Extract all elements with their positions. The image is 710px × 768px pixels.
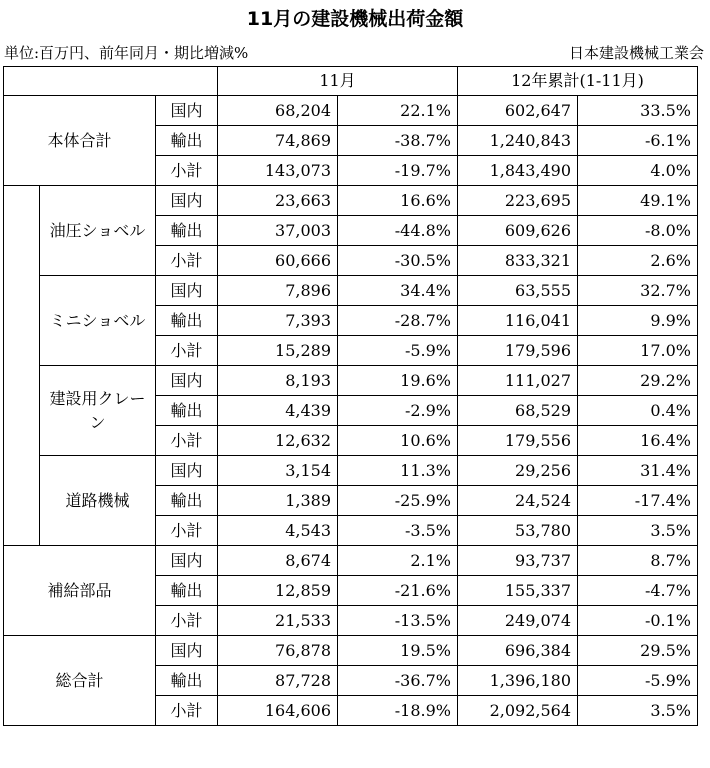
row-label: 輸出 (156, 666, 218, 696)
table-row (4, 456, 698, 486)
month-value: 143,073 (218, 156, 338, 186)
month-value: 8,193 (218, 366, 338, 396)
header-month: 11月 (218, 67, 458, 96)
ytd-value: 93,737 (458, 546, 578, 576)
ytd-change: 32.7% (578, 276, 698, 306)
table-body (4, 67, 698, 726)
row-label: 小計 (156, 696, 218, 726)
ytd-value: 1,240,843 (458, 126, 578, 156)
month-change: -19.7% (338, 156, 458, 186)
ytd-change: 29.5% (578, 636, 698, 666)
ytd-change: 9.9% (578, 306, 698, 336)
group-label: 総合計 (4, 636, 156, 726)
row-label: 国内 (156, 546, 218, 576)
month-value: 4,439 (218, 396, 338, 426)
group-label: 建設用クレーン (40, 366, 156, 456)
ytd-value: 249,074 (458, 606, 578, 636)
group-label: 本体合計 (4, 96, 156, 186)
ytd-value: 602,647 (458, 96, 578, 126)
month-value: 164,606 (218, 696, 338, 726)
indent-spacer (4, 276, 40, 366)
indent-spacer (4, 186, 40, 276)
ytd-change: 33.5% (578, 96, 698, 126)
month-value: 7,393 (218, 306, 338, 336)
month-change: -5.9% (338, 336, 458, 366)
month-value: 21,533 (218, 606, 338, 636)
month-value: 8,674 (218, 546, 338, 576)
row-label: 輸出 (156, 396, 218, 426)
ytd-change: 0.4% (578, 396, 698, 426)
table-row (4, 96, 698, 126)
ytd-change: 4.0% (578, 156, 698, 186)
ytd-value: 1,843,490 (458, 156, 578, 186)
ytd-change: 29.2% (578, 366, 698, 396)
month-change: -38.7% (338, 126, 458, 156)
ytd-value: 179,596 (458, 336, 578, 366)
row-label: 小計 (156, 606, 218, 636)
month-change: -18.9% (338, 696, 458, 726)
ytd-value: 1,396,180 (458, 666, 578, 696)
month-value: 76,878 (218, 636, 338, 666)
ytd-change: 3.5% (578, 516, 698, 546)
ytd-change: 17.0% (578, 336, 698, 366)
page-title: 11月の建設機械出荷金額 (246, 8, 464, 30)
row-label: 小計 (156, 156, 218, 186)
ytd-value: 68,529 (458, 396, 578, 426)
month-change: -44.8% (338, 216, 458, 246)
ytd-value: 63,555 (458, 276, 578, 306)
source-label: 日本建設機械工業会 (568, 44, 704, 62)
month-change: -28.7% (338, 306, 458, 336)
ytd-value: 833,321 (458, 246, 578, 276)
table-row (4, 636, 698, 666)
ytd-value: 116,041 (458, 306, 578, 336)
month-value: 4,543 (218, 516, 338, 546)
table-row (4, 276, 698, 306)
unit-note: 単位:百万円、前年同月・期比増減% (4, 44, 249, 62)
month-value: 23,663 (218, 186, 338, 216)
ytd-change: -4.7% (578, 576, 698, 606)
table-row (4, 366, 698, 396)
row-label: 国内 (156, 366, 218, 396)
month-change: 22.1% (338, 96, 458, 126)
table-row (4, 186, 698, 216)
month-change: -2.9% (338, 396, 458, 426)
row-label: 国内 (156, 186, 218, 216)
row-label: 輸出 (156, 216, 218, 246)
ytd-change: 3.5% (578, 696, 698, 726)
ytd-value: 696,384 (458, 636, 578, 666)
ytd-change: -17.4% (578, 486, 698, 516)
month-change: -13.5% (338, 606, 458, 636)
month-value: 12,632 (218, 426, 338, 456)
month-change: -21.6% (338, 576, 458, 606)
ytd-value: 223,695 (458, 186, 578, 216)
month-value: 15,289 (218, 336, 338, 366)
row-label: 小計 (156, 516, 218, 546)
group-label: ミニショベル (40, 276, 156, 366)
month-change: 19.5% (338, 636, 458, 666)
month-change: 16.6% (338, 186, 458, 216)
ytd-change: 8.7% (578, 546, 698, 576)
month-value: 60,666 (218, 246, 338, 276)
indent-spacer (4, 456, 40, 546)
ytd-change: -0.1% (578, 606, 698, 636)
ytd-value: 53,780 (458, 516, 578, 546)
ytd-change: -6.1% (578, 126, 698, 156)
header-blank-cell (4, 67, 218, 96)
month-change: -3.5% (338, 516, 458, 546)
table-row (4, 546, 698, 576)
header-ytd: 12年累計(1-11月) (458, 67, 698, 96)
row-label: 輸出 (156, 486, 218, 516)
month-change: -36.7% (338, 666, 458, 696)
ytd-value: 609,626 (458, 216, 578, 246)
row-label: 輸出 (156, 576, 218, 606)
ytd-change: -8.0% (578, 216, 698, 246)
month-value: 7,896 (218, 276, 338, 306)
group-label: 道路機械 (40, 456, 156, 546)
month-value: 3,154 (218, 456, 338, 486)
month-value: 1,389 (218, 486, 338, 516)
indent-spacer (4, 366, 40, 456)
month-change: 19.6% (338, 366, 458, 396)
month-value: 68,204 (218, 96, 338, 126)
row-label: 小計 (156, 336, 218, 366)
shipment-table (3, 66, 698, 726)
ytd-value: 2,092,564 (458, 696, 578, 726)
month-change: 10.6% (338, 426, 458, 456)
month-change: 2.1% (338, 546, 458, 576)
month-change: 34.4% (338, 276, 458, 306)
header-row (4, 67, 698, 96)
group-label: 油圧ショベル (40, 186, 156, 276)
month-value: 74,869 (218, 126, 338, 156)
month-value: 87,728 (218, 666, 338, 696)
group-label: 補給部品 (4, 546, 156, 636)
ytd-value: 24,524 (458, 486, 578, 516)
row-label: 小計 (156, 246, 218, 276)
row-label: 国内 (156, 96, 218, 126)
ytd-value: 179,556 (458, 426, 578, 456)
ytd-value: 155,337 (458, 576, 578, 606)
row-label: 輸出 (156, 306, 218, 336)
month-value: 12,859 (218, 576, 338, 606)
ytd-change: 2.6% (578, 246, 698, 276)
row-label: 国内 (156, 276, 218, 306)
month-change: -25.9% (338, 486, 458, 516)
row-label: 小計 (156, 426, 218, 456)
ytd-change: 31.4% (578, 456, 698, 486)
ytd-change: 49.1% (578, 186, 698, 216)
month-change: 11.3% (338, 456, 458, 486)
ytd-value: 111,027 (458, 366, 578, 396)
ytd-change: -5.9% (578, 666, 698, 696)
row-label: 輸出 (156, 126, 218, 156)
month-value: 37,003 (218, 216, 338, 246)
month-change: -30.5% (338, 246, 458, 276)
row-label: 国内 (156, 636, 218, 666)
row-label: 国内 (156, 456, 218, 486)
ytd-change: 16.4% (578, 426, 698, 456)
ytd-value: 29,256 (458, 456, 578, 486)
